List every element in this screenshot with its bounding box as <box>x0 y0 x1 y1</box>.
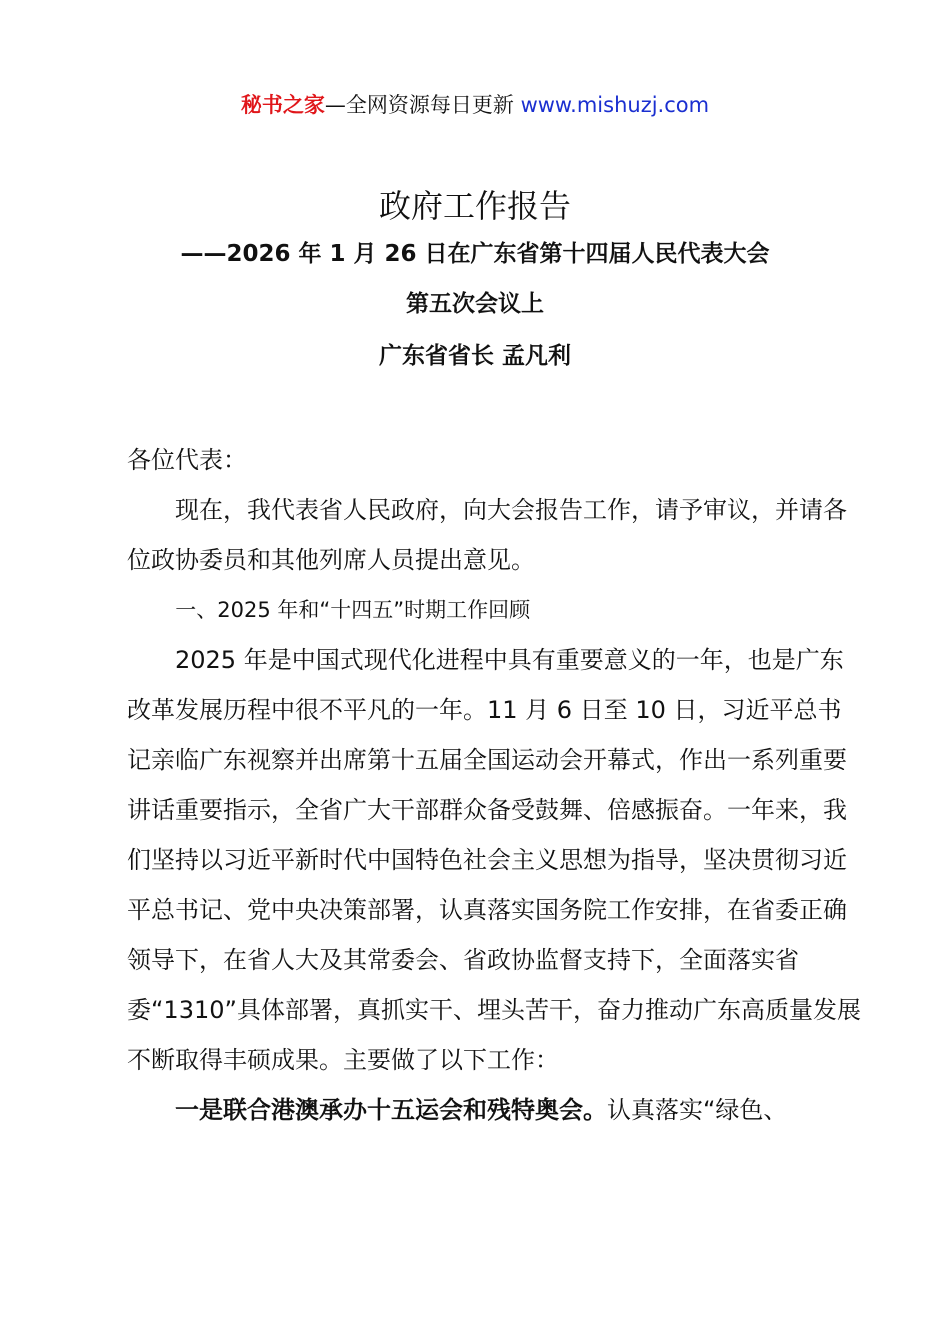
document-subtitle-line2: 第五次会议上 <box>406 291 544 317</box>
document-author: 广东省省长 孟凡利 <box>378 343 571 369</box>
document-body <box>127 435 863 1135</box>
site-url-link[interactable]: www.mishuzj.com <box>520 93 710 117</box>
body-paragraph-2 <box>127 1085 863 1135</box>
body-paragraph: 2025 年是中国式现代化进程中具有重要意义的一年，也是广东改革发展历程中很不平凡的一年。11 月 6 日至 10 日，习近平总书记亲临广东视察并出席第十五届全国运动会开幕式，作出一系列重要讲话重要指示，全省广大干部群众备受鼓舞、倍感振奋。一年来，我们坚持以习近平新时代中国特色社会主义思想为指导，坚决贯彻习近平总书记、党中央决策部署，认真落实国务院工作安排，在省委正确领导下，在省人大及其常委会、省政协监督支持下，全面落实省委“1310”具体部署，真抓实干、埋头苦干，奋力推动广东高质量发展不断取得丰硕成果。主要做了以下工作： <box>127 646 861 1074</box>
brand-name: 秘书之家 <box>240 93 325 117</box>
paragraph-lead: 一是联合港澳承办十五运会和残特奥会。 <box>175 1096 607 1124</box>
paragraph-text: 认真落实“绿色、 <box>607 1096 788 1124</box>
section-heading: 一、2025 年和“十四五”时期工作回顾 <box>175 598 531 622</box>
document-subtitle-line1: ——2026 年 1 月 26 日在广东省第十四届人民代表大会 <box>180 241 770 267</box>
salutation: 各位代表： <box>127 446 247 474</box>
header-tagline: —全网资源每日更新 <box>324 93 514 117</box>
site-header <box>0 88 950 122</box>
document-title: 政府工作报告 <box>378 187 571 225</box>
intro-paragraph: 现在，我代表省人民政府，向大会报告工作，请予审议，并请各位政协委员和其他列席人员提出意见。 <box>127 496 847 574</box>
